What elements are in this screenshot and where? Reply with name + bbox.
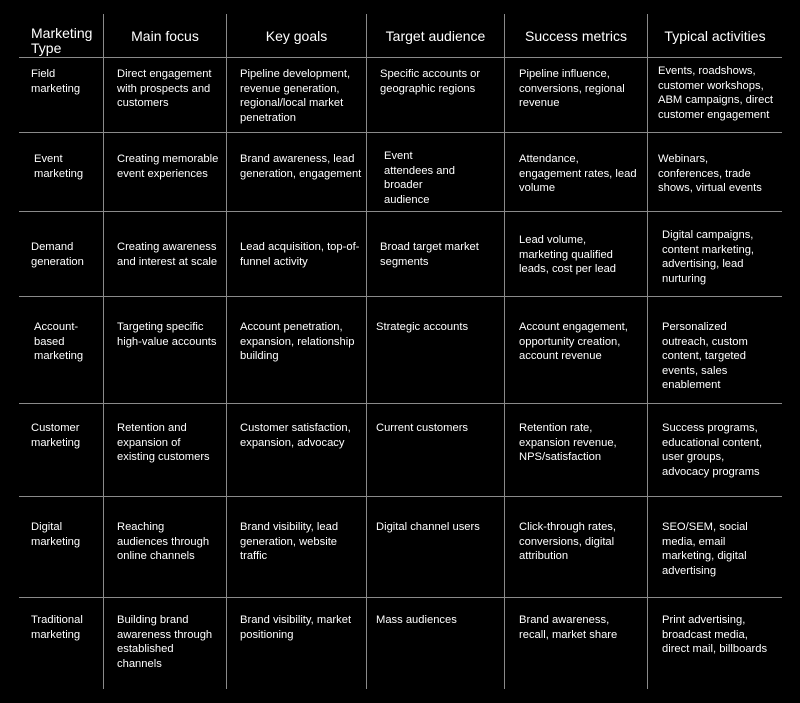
table-cell-activities: Events, roadshows, customer workshops, ABM campaigns, direct customer engagement	[658, 65, 774, 121]
table-cell-type: Demand generation	[31, 241, 84, 268]
table-cell-goals: Account penetration, expansion, relationship building	[240, 321, 355, 363]
table-cell-audience: Mass audiences	[376, 614, 457, 626]
table-cell-metrics: Pipeline influence, conversions, regional revenue	[519, 68, 625, 110]
row-divider	[19, 496, 782, 497]
table-cell-type: Traditional marketing	[31, 614, 83, 641]
table-cell-goals: Brand awareness, lead generation, engagement	[240, 153, 362, 180]
row-divider	[19, 57, 782, 58]
table-cell-metrics: Lead volume, marketing qualified leads, cost per lead	[519, 234, 617, 276]
table-cell-activities: Webinars, conferences, trade shows, virtual events	[658, 153, 762, 195]
row-divider	[19, 597, 782, 598]
table-cell-audience: Strategic accounts	[376, 321, 469, 333]
table-cell-audience: Current customers	[376, 422, 469, 434]
row-divider	[19, 132, 782, 133]
table-cell-metrics: Retention rate, expansion revenue, NPS/satisfaction	[519, 422, 617, 464]
column-divider	[366, 14, 367, 689]
table-cell-type: Account-based marketing	[34, 321, 84, 363]
table-cell-goals: Brand visibility, market positioning	[240, 614, 352, 641]
table-cell-metrics: Attendance, engagement rates, lead volume	[519, 153, 637, 195]
table-cell-focus: Creating memorable event experiences	[117, 153, 219, 180]
table-cell-goals: Customer satisfaction, expansion, advocacy	[240, 422, 351, 449]
table-cell-goals: Brand visibility, lead generation, website traffic	[240, 521, 339, 563]
table-cell-focus: Creating awareness and interest at scale	[117, 241, 218, 268]
row-divider	[19, 211, 782, 212]
table-cell-metrics: Account engagement, opportunity creation, account revenue	[519, 321, 628, 363]
table-cell-audience: Specific accounts or geographic regions	[380, 68, 481, 95]
column-divider	[103, 14, 104, 689]
column-divider	[504, 14, 505, 689]
header-target-audience: Target audience	[385, 28, 486, 44]
table-cell-focus: Building brand awareness through established channels	[117, 614, 213, 670]
table-cell-metrics: Brand awareness, recall, market share	[519, 614, 618, 641]
header-typical-activities: Typical activities	[664, 28, 766, 44]
table-cell-goals: Lead acquisition, top-of-funnel activity	[240, 241, 360, 268]
table-cell-focus: Reaching audiences through online channels	[117, 521, 210, 563]
table-cell-activities: Personalized outreach, custom content, targeted events, sales enablement	[662, 321, 748, 392]
table-cell-metrics: Click-through rates, conversions, digital attribution	[519, 521, 616, 563]
table-cell-type: Digital marketing	[31, 521, 81, 548]
header-main-focus: Main focus	[131, 28, 199, 44]
table-cell-type: Event marketing	[34, 153, 84, 180]
row-divider	[19, 296, 782, 297]
table-cell-goals: Pipeline development, revenue generation, regional/local market penetration	[240, 68, 351, 124]
header-key-goals: Key goals	[265, 28, 328, 44]
table-cell-activities: Print advertising, broadcast media, direct mail, billboards	[662, 614, 768, 656]
header-success-metrics: Success metrics	[525, 28, 627, 44]
table-cell-focus: Direct engagement with prospects and customers	[117, 68, 212, 110]
header-marketing-type: Marketing Type	[31, 25, 93, 56]
table-cell-type: Field marketing	[31, 68, 81, 95]
table-cell-audience: Digital channel users	[376, 521, 480, 533]
table-cell-activities: Digital campaigns, content marketing, advertising, lead nurturing	[662, 229, 755, 285]
table-cell-type: Customer marketing	[31, 422, 81, 449]
row-divider	[19, 403, 782, 404]
column-divider	[647, 14, 648, 689]
table-cell-audience: Broad target market segments	[380, 241, 479, 268]
table-cell-audience: Event attendees and broader audience	[384, 150, 455, 206]
table-cell-focus: Retention and expansion of existing customers	[117, 422, 210, 464]
column-divider	[226, 14, 227, 689]
table-cell-activities: Success programs, educational content, user groups, advocacy programs	[662, 422, 763, 478]
table-cell-activities: SEO/SEM, social media, email marketing, digital advertising	[662, 521, 748, 577]
table-cell-focus: Targeting specific high-value accounts	[117, 321, 217, 348]
